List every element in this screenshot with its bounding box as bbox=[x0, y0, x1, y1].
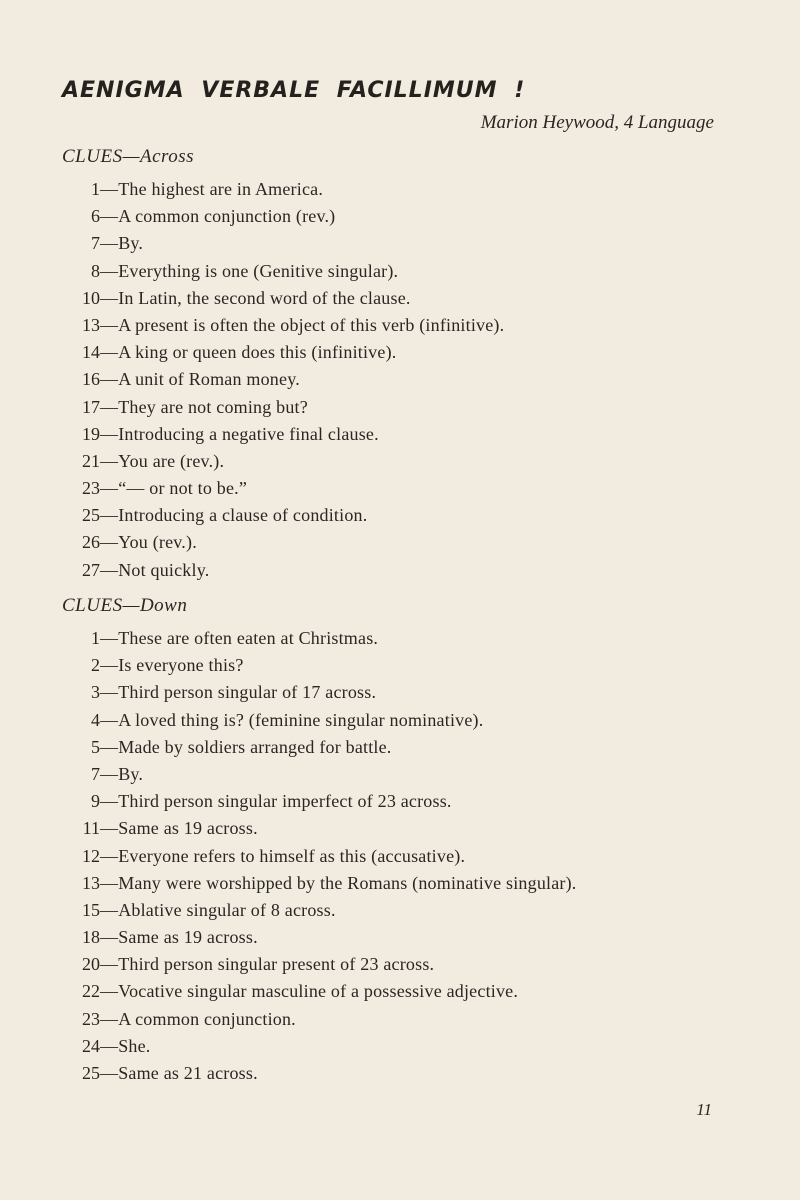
clue-number: 13 bbox=[82, 314, 100, 335]
clues-across-heading: CLUES—Across bbox=[62, 146, 194, 167]
clue-number: 27 bbox=[82, 559, 100, 580]
clues-down-list bbox=[0, 625, 720, 1087]
clue-text: —Is everyone this? bbox=[100, 655, 244, 676]
clue-text: —Vocative singular masculine of a possessive adjective. bbox=[100, 981, 519, 1002]
across-clue-16 bbox=[0, 366, 720, 393]
clue-text: —“— or not to be.” bbox=[100, 478, 248, 499]
clue-number: 18 bbox=[82, 927, 100, 948]
across-clue-8 bbox=[0, 258, 720, 285]
clue-number: 9 bbox=[91, 791, 100, 812]
clue-number: 1 bbox=[91, 179, 100, 199]
clue-text: —A king or queen does this (infinitive). bbox=[100, 342, 397, 363]
clue-number: 10 bbox=[82, 287, 100, 308]
clue-number: 19 bbox=[82, 423, 100, 444]
clue-text: —By. bbox=[100, 233, 144, 254]
clue-number: 14 bbox=[82, 342, 100, 363]
page-number: 11 bbox=[696, 1100, 712, 1119]
clue-text: —They are not coming but? bbox=[100, 396, 308, 417]
across-clue-25 bbox=[0, 502, 720, 529]
clue-number: 23 bbox=[82, 1008, 100, 1029]
clue-text: —Same as 19 across. bbox=[100, 818, 258, 839]
clue-text: —A unit of Roman money. bbox=[100, 369, 300, 390]
clue-number: 13 bbox=[82, 872, 100, 893]
down-clue-7 bbox=[0, 761, 720, 788]
down-clue-3 bbox=[0, 679, 720, 706]
clue-text: —You are (rev.). bbox=[100, 450, 225, 471]
across-clue-1 bbox=[0, 176, 720, 203]
clue-text: —A present is often the object of this verb (infinitive). bbox=[100, 314, 505, 335]
clue-text: —Same as 19 across. bbox=[100, 927, 258, 948]
across-clue-27 bbox=[0, 557, 720, 584]
clue-text: —These are often eaten at Christmas. bbox=[100, 628, 379, 648]
clue-number: 7 bbox=[91, 763, 100, 784]
clue-number: 25 bbox=[82, 1063, 100, 1083]
clue-text: —Everyone refers to himself as this (accusative). bbox=[100, 845, 466, 866]
clue-number: 12 bbox=[82, 845, 100, 866]
down-clue-22 bbox=[0, 978, 720, 1005]
clue-text: —Everything is one (Genitive singular). bbox=[100, 260, 399, 281]
clue-text: —The highest are in America. bbox=[100, 179, 324, 199]
clue-number: 25 bbox=[82, 505, 100, 526]
across-clue-17 bbox=[0, 394, 720, 421]
clues-down-heading: CLUES—Down bbox=[62, 595, 188, 616]
across-clue-19 bbox=[0, 421, 720, 448]
clue-number: 26 bbox=[82, 532, 100, 553]
clue-text: —Third person singular present of 23 across. bbox=[100, 954, 435, 975]
across-clue-14 bbox=[0, 339, 720, 366]
clue-text: —Introducing a clause of condition. bbox=[100, 505, 368, 526]
clue-text: —You (rev.). bbox=[100, 532, 197, 553]
clue-number: 5 bbox=[91, 736, 100, 757]
down-clue-20 bbox=[0, 951, 720, 978]
clue-text: —Ablative singular of 8 across. bbox=[100, 899, 336, 920]
across-clue-23 bbox=[0, 475, 720, 502]
clue-text: —Third person singular of 17 across. bbox=[100, 682, 377, 703]
clue-text: —Many were worshipped by the Romans (nominative singular). bbox=[100, 872, 577, 893]
clue-text: —Made by soldiers arranged for battle. bbox=[100, 736, 392, 757]
clue-number: 22 bbox=[82, 981, 100, 1002]
down-clue-11 bbox=[0, 815, 720, 842]
clue-number: 7 bbox=[91, 233, 100, 254]
clue-text: —Same as 21 across. bbox=[100, 1063, 258, 1083]
down-clue-1 bbox=[0, 625, 720, 652]
clue-number: 16 bbox=[82, 369, 100, 390]
clue-number: 17 bbox=[82, 396, 100, 417]
clue-text: —By. bbox=[100, 763, 144, 784]
clue-number: 2 bbox=[91, 655, 100, 676]
down-clue-18 bbox=[0, 924, 720, 951]
clue-number: 4 bbox=[91, 709, 100, 730]
clue-text: —In Latin, the second word of the clause. bbox=[100, 287, 411, 308]
author-credit: Marion Heywood, 4 Language bbox=[480, 112, 714, 133]
across-clue-26 bbox=[0, 529, 720, 556]
clue-number: 23 bbox=[82, 478, 100, 499]
clue-number: 3 bbox=[91, 682, 100, 703]
across-clue-13 bbox=[0, 312, 720, 339]
puzzle-title: AENIGMA VERBALE FACILLIMUM ! bbox=[62, 78, 526, 103]
clue-number: 1 bbox=[91, 628, 100, 648]
across-clue-7 bbox=[0, 230, 720, 257]
clue-number: 20 bbox=[82, 954, 100, 975]
down-clue-23 bbox=[0, 1006, 720, 1033]
clue-text: —Introducing a negative final clause. bbox=[100, 423, 379, 444]
down-clue-15 bbox=[0, 897, 720, 924]
down-clue-2 bbox=[0, 652, 720, 679]
clue-number: 6 bbox=[91, 206, 100, 227]
down-clue-24 bbox=[0, 1033, 720, 1060]
clue-number: 24 bbox=[82, 1035, 100, 1056]
clue-number: 8 bbox=[91, 260, 100, 281]
clues-across-list bbox=[0, 176, 720, 584]
down-clue-5 bbox=[0, 734, 720, 761]
clue-text: —A common conjunction (rev.) bbox=[100, 206, 336, 227]
clue-text: —She. bbox=[100, 1035, 151, 1056]
clue-text: —A common conjunction. bbox=[100, 1008, 296, 1029]
down-clue-9 bbox=[0, 788, 720, 815]
down-clue-12 bbox=[0, 843, 720, 870]
clue-number: 21 bbox=[82, 450, 100, 471]
down-clue-25 bbox=[0, 1060, 720, 1087]
across-clue-21 bbox=[0, 448, 720, 475]
clue-text: —Third person singular imperfect of 23 across. bbox=[100, 791, 452, 812]
clue-number: 11 bbox=[82, 818, 100, 839]
down-clue-13 bbox=[0, 870, 720, 897]
down-clue-4 bbox=[0, 707, 720, 734]
clue-number: 15 bbox=[82, 899, 100, 920]
clue-text: —A loved thing is? (feminine singular nominative). bbox=[100, 709, 484, 730]
clue-text: —Not quickly. bbox=[100, 559, 210, 580]
across-clue-10 bbox=[0, 285, 720, 312]
across-clue-6 bbox=[0, 203, 720, 230]
